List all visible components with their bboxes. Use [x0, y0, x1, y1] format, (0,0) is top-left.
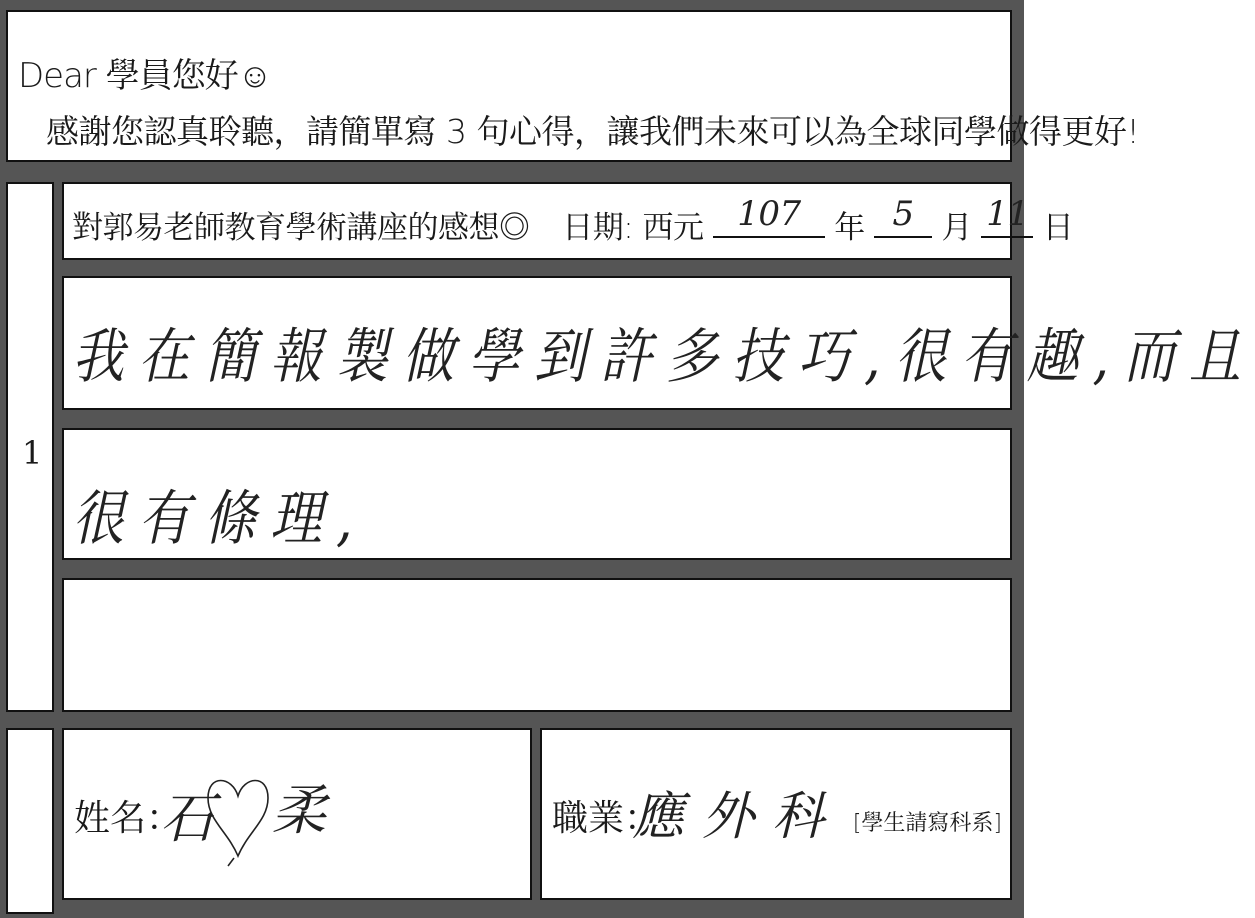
- greeting-title: Dear 學員您好☺: [18, 56, 272, 96]
- topic-title: 對郭易老師教育學術講座的感想◎: [72, 210, 530, 246]
- day-value: 11: [986, 194, 1029, 234]
- topic-line: [72, 194, 1074, 247]
- row-number-cell-empty: [6, 728, 54, 914]
- day-field[interactable]: [981, 194, 1033, 238]
- answer-line-2[interactable]: [62, 428, 1012, 560]
- month-value: 5: [892, 194, 914, 234]
- occupation-label: 職業：: [552, 798, 661, 839]
- year-field[interactable]: [713, 194, 825, 238]
- occupation-hint: [學生請寫科系]: [852, 811, 1002, 836]
- name-field[interactable]: [62, 728, 532, 900]
- name-label: 姓名：: [74, 798, 183, 839]
- topic-row: [62, 182, 1074, 260]
- name-first-char: 石: [160, 787, 214, 850]
- occupation-value: 應外科: [632, 787, 843, 847]
- greeting-section: [6, 10, 1140, 162]
- occupation-field[interactable]: [540, 728, 1012, 900]
- day-unit: 日: [1042, 210, 1074, 246]
- answer-line-2-text: 很有條理,: [72, 484, 367, 554]
- row-number-cell: [6, 182, 54, 712]
- answer-line-1[interactable]: [62, 276, 1255, 410]
- year-unit: 年: [834, 210, 865, 246]
- greeting-message: 感謝您認真聆聽，請簡單寫 3 句心得，讓我們未來可以為全球同學做得更好!: [46, 112, 1140, 151]
- month-field[interactable]: [874, 194, 932, 238]
- answer-line-1-text: 我在簡報製做學到許多技巧,很有趣,而且: [72, 322, 1255, 392]
- answer-line-3[interactable]: [62, 578, 1012, 712]
- year-value: 107: [737, 194, 801, 234]
- row-number: 1: [22, 434, 43, 472]
- heart-icon: [204, 768, 272, 868]
- date-label: 日期: 西元: [562, 210, 704, 246]
- month-unit: 月: [941, 210, 972, 246]
- name-last-char: 柔: [272, 779, 326, 842]
